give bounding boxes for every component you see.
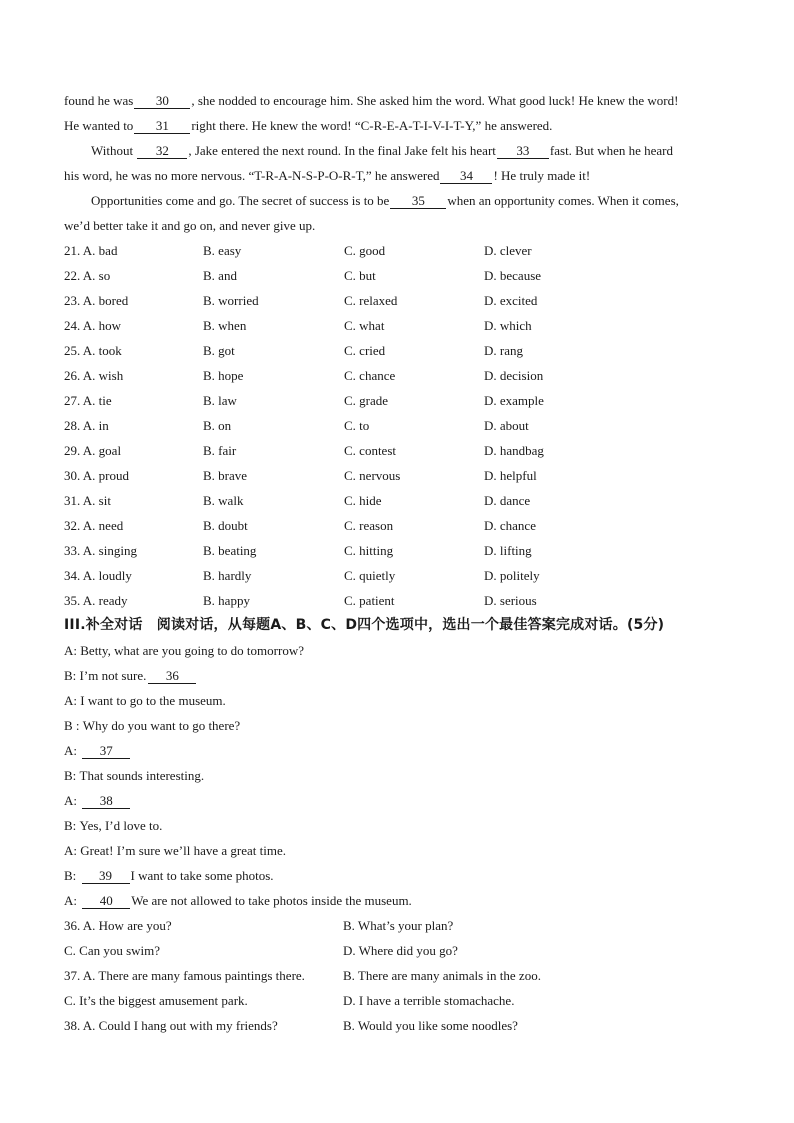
dialogue-option-row xyxy=(64,913,734,938)
blank-31: 31 xyxy=(134,118,190,134)
option-b: B. brave xyxy=(203,468,248,483)
option-a: 26. A. wish xyxy=(64,368,124,383)
option-a: 24. A. how xyxy=(64,318,122,333)
dialogue-option-row xyxy=(64,988,734,1013)
option-b: B. when xyxy=(203,318,247,333)
option-d: D. rang xyxy=(484,343,523,358)
option-row xyxy=(64,338,734,363)
dialogue-line xyxy=(64,788,734,813)
option-b: B. hardly xyxy=(203,568,252,583)
option-a: 30. A. proud xyxy=(64,468,129,483)
option-d: D. chance xyxy=(484,518,536,533)
dialogue-line xyxy=(64,813,734,838)
passage-text: when an opportunity comes. When it comes, xyxy=(447,193,679,208)
option-b: B. doubt xyxy=(203,518,248,533)
dialogue-option-row xyxy=(64,963,734,988)
option-d: D. clever xyxy=(484,243,532,258)
dialogue-line xyxy=(64,863,734,888)
option-d: D. handbag xyxy=(484,443,544,458)
option-row xyxy=(64,463,734,488)
option-row xyxy=(64,588,734,613)
passage-text: right there. He knew the word! “C-R-E-A-T-I-V-I-T-Y,” he answered. xyxy=(191,118,553,133)
passage-text: Opportunities come and go. The secret of success is to be xyxy=(91,193,390,208)
dialogue-text: Betty, what are you going to do tomorrow? xyxy=(80,643,304,658)
speaker: B: xyxy=(64,768,77,783)
passage-text: his word, he was no more nervous. “T-R-A-N-S-P-O-R-T,” he answered xyxy=(64,168,440,183)
blank-40: 40 xyxy=(82,893,130,909)
speaker: B: xyxy=(64,868,77,883)
option-b: B. and xyxy=(203,268,237,283)
option-row xyxy=(64,263,734,288)
option-a: 32. A. need xyxy=(64,518,124,533)
option-b: B. easy xyxy=(203,243,242,258)
option-a: 22. A. so xyxy=(64,268,111,283)
option-d: D. serious xyxy=(484,593,537,608)
section-title: III.补全对话 阅读对话，从每题A、B、C、D四个选项中，选出一个最佳答案完成对话。(5分) xyxy=(64,617,665,633)
option-d: D. dance xyxy=(484,493,531,508)
option-a: 23. A. bored xyxy=(64,293,129,308)
dialogue-line xyxy=(64,888,734,913)
passage-text: , she nodded to encourage him. She asked him the word. What good luck! He knew the word! xyxy=(191,93,679,108)
dialogue-text: Yes, I’d love to. xyxy=(79,818,163,833)
option-row xyxy=(64,413,734,438)
option-row xyxy=(64,288,734,313)
option-b: B. got xyxy=(203,343,235,358)
passage-text: found he was xyxy=(64,93,134,108)
option-c: C. quietly xyxy=(344,568,396,583)
option-row xyxy=(64,388,734,413)
blank-38: 38 xyxy=(82,793,130,809)
option-b: B. law xyxy=(203,393,237,408)
option-c: C. to xyxy=(344,418,370,433)
option-c: C. hide xyxy=(344,493,382,508)
option-a: 31. A. sit xyxy=(64,493,111,508)
exam-page xyxy=(64,88,734,1038)
dialogue-text: Great! I’m sure we’ll have a great time. xyxy=(80,843,286,858)
passage-line-4 xyxy=(64,163,734,188)
dialogue xyxy=(64,638,734,913)
speaker: B : xyxy=(64,718,80,733)
cloze-options-list xyxy=(64,238,734,613)
option-row xyxy=(64,363,734,388)
blank-30: 30 xyxy=(134,93,190,109)
speaker: A: xyxy=(64,643,77,658)
dialogue-option-row xyxy=(64,1013,734,1038)
option-c: C. nervous xyxy=(344,468,401,483)
dialogue-line xyxy=(64,638,734,663)
passage-line-5 xyxy=(64,188,734,213)
option-c: C. cried xyxy=(344,343,386,358)
option-row xyxy=(64,488,734,513)
dialogue-option-left: C. It’s the biggest amusement park. xyxy=(64,993,248,1008)
option-b: B. hope xyxy=(203,368,244,383)
option-a: 28. A. in xyxy=(64,418,109,433)
dialogue-option-right: B. There are many animals in the zoo. xyxy=(343,968,541,983)
option-row xyxy=(64,238,734,263)
option-a: 25. A. took xyxy=(64,343,122,358)
blank-34: 34 xyxy=(440,168,492,184)
option-b: B. beating xyxy=(203,543,257,558)
option-a: 21. A. bad xyxy=(64,243,118,258)
option-a: 35. A. ready xyxy=(64,593,128,608)
option-c: C. but xyxy=(344,268,376,283)
option-row xyxy=(64,438,734,463)
passage-text: ! He truly made it! xyxy=(493,168,591,183)
option-c: C. patient xyxy=(344,593,395,608)
passage-line-6 xyxy=(64,213,734,238)
option-d: D. lifting xyxy=(484,543,532,558)
dialogue-text: I’m not sure. xyxy=(79,668,147,683)
passage-line-3 xyxy=(64,138,734,163)
option-b: B. fair xyxy=(203,443,237,458)
speaker: B: xyxy=(64,818,77,833)
dialogue-text: I want to take some photos. xyxy=(130,868,274,883)
blank-35: 35 xyxy=(390,193,446,209)
passage-line-2 xyxy=(64,113,734,138)
passage-text: we’d better take it and go on, and never give up. xyxy=(64,218,316,233)
dialogue-text: We are not allowed to take photos inside the museum. xyxy=(131,893,412,908)
dialogue-option-right: B. Would you like some noodles? xyxy=(343,1018,518,1033)
option-row xyxy=(64,313,734,338)
option-a: 27. A. tie xyxy=(64,393,112,408)
option-d: D. decision xyxy=(484,368,544,383)
option-b: B. worried xyxy=(203,293,259,308)
dialogue-line xyxy=(64,688,734,713)
dialogue-text: I want to go to the museum. xyxy=(80,693,226,708)
option-c: C. chance xyxy=(344,368,396,383)
dialogue-line xyxy=(64,663,734,688)
blank-39: 39 xyxy=(82,868,130,884)
option-c: C. grade xyxy=(344,393,389,408)
option-c: C. hitting xyxy=(344,543,394,558)
option-c: C. good xyxy=(344,243,386,258)
option-b: B. happy xyxy=(203,593,250,608)
blank-37: 37 xyxy=(82,743,130,759)
option-row xyxy=(64,538,734,563)
option-d: D. excited xyxy=(484,293,538,308)
speaker: A: xyxy=(64,893,77,908)
option-d: D. about xyxy=(484,418,529,433)
dialogue-option-left: C. Can you swim? xyxy=(64,943,161,958)
option-c: C. what xyxy=(344,318,385,333)
speaker: A: xyxy=(64,793,77,808)
speaker: A: xyxy=(64,843,77,858)
blank-32: 32 xyxy=(137,143,187,159)
dialogue-option-left: 36. A. How are you? xyxy=(64,918,172,933)
option-a: 34. A. loudly xyxy=(64,568,132,583)
option-b: B. walk xyxy=(203,493,244,508)
dialogue-option-row xyxy=(64,938,734,963)
option-a: 33. A. singing xyxy=(64,543,137,558)
dialogue-option-right: D. I have a terrible stomachache. xyxy=(343,993,515,1008)
dialogue-text: Why do you want to go there? xyxy=(82,718,241,733)
option-c: C. relaxed xyxy=(344,293,398,308)
option-d: D. which xyxy=(484,318,532,333)
option-d: D. helpful xyxy=(484,468,537,483)
option-row xyxy=(64,563,734,588)
dialogue-option-left: 38. A. Could I hang out with my friends? xyxy=(64,1018,278,1033)
passage-line-1 xyxy=(64,88,734,113)
option-b: B. on xyxy=(203,418,232,433)
passage-text: , Jake entered the next round. In the final Jake felt his heart xyxy=(188,143,496,158)
dialogue-line xyxy=(64,763,734,788)
dialogue-text: That sounds interesting. xyxy=(79,768,205,783)
option-c: C. reason xyxy=(344,518,394,533)
option-c: C. contest xyxy=(344,443,396,458)
dialogue-option-left: 37. A. There are many famous paintings there. xyxy=(64,968,305,983)
option-row xyxy=(64,513,734,538)
dialogue-option-right: B. What’s your plan? xyxy=(343,918,454,933)
speaker: A: xyxy=(64,693,77,708)
option-d: D. because xyxy=(484,268,542,283)
option-d: D. politely xyxy=(484,568,540,583)
dialogue-line xyxy=(64,738,734,763)
speaker: A: xyxy=(64,743,77,758)
dialogue-line xyxy=(64,713,734,738)
speaker: B: xyxy=(64,668,77,683)
passage-text: He wanted to xyxy=(64,118,134,133)
dialogue-line xyxy=(64,838,734,863)
option-d: D. example xyxy=(484,393,544,408)
passage-text: Without xyxy=(91,143,134,158)
blank-36: 36 xyxy=(148,668,196,684)
dialogue-option-right: D. Where did you go? xyxy=(343,943,458,958)
blank-33: 33 xyxy=(497,143,549,159)
passage-text: fast. But when he heard xyxy=(549,143,674,158)
dialogue-options-list xyxy=(64,913,734,1038)
option-a: 29. A. goal xyxy=(64,443,122,458)
